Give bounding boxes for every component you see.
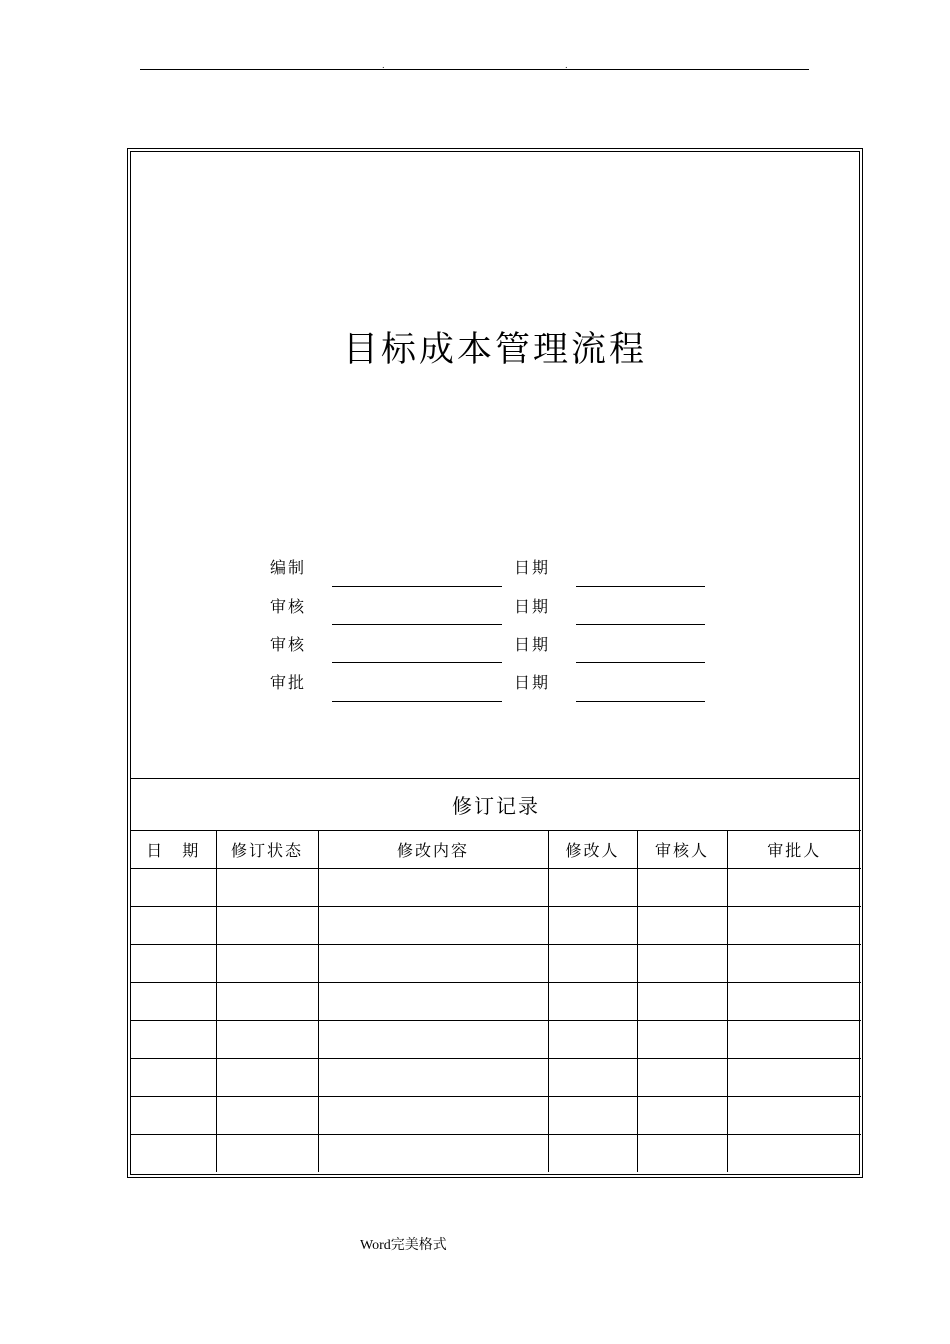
signoff-name-line[interactable]	[332, 586, 502, 587]
table-cell[interactable]	[727, 868, 861, 906]
signoff-date-label: 日期	[514, 597, 551, 616]
table-cell[interactable]	[548, 1134, 637, 1172]
signoff-date-label: 日期	[514, 673, 551, 692]
footer-text: Word完美格式	[360, 1238, 447, 1253]
table-cell[interactable]	[131, 906, 216, 944]
table-cell[interactable]	[131, 944, 216, 982]
table-cell[interactable]	[216, 1134, 318, 1172]
signoff-name-line[interactable]	[332, 624, 502, 625]
table-row	[131, 1096, 861, 1134]
table-row	[131, 906, 861, 944]
column-header-approver: 审批人	[727, 830, 861, 868]
table-cell[interactable]	[727, 1020, 861, 1058]
table-row	[131, 1058, 861, 1096]
revision-table	[131, 779, 861, 1172]
table-cell[interactable]	[216, 944, 318, 982]
table-cell[interactable]	[637, 1096, 727, 1134]
table-cell[interactable]	[216, 906, 318, 944]
revision-record-section	[131, 779, 859, 1172]
header-dot: .	[565, 61, 568, 70]
table-cell[interactable]	[131, 1134, 216, 1172]
table-cell[interactable]	[131, 1058, 216, 1096]
signoff-role-label: 审核	[270, 597, 307, 616]
signoff-role-label: 审核	[270, 635, 307, 654]
table-cell[interactable]	[637, 1058, 727, 1096]
revision-table-header-row	[131, 830, 861, 868]
table-cell[interactable]	[318, 906, 548, 944]
table-cell[interactable]	[131, 982, 216, 1020]
table-cell[interactable]	[318, 868, 548, 906]
table-cell[interactable]	[131, 1096, 216, 1134]
table-row	[131, 868, 861, 906]
table-cell[interactable]	[318, 1096, 548, 1134]
table-cell[interactable]	[637, 868, 727, 906]
table-cell[interactable]	[637, 1134, 727, 1172]
table-cell[interactable]	[727, 982, 861, 1020]
signoff-name-line[interactable]	[332, 701, 502, 702]
table-cell[interactable]	[727, 1134, 861, 1172]
table-cell[interactable]	[318, 1058, 548, 1096]
table-cell[interactable]	[548, 1096, 637, 1134]
table-cell[interactable]	[637, 1020, 727, 1058]
table-row	[131, 982, 861, 1020]
table-cell[interactable]	[727, 1096, 861, 1134]
table-cell[interactable]	[548, 1020, 637, 1058]
signoff-date-line[interactable]	[576, 624, 705, 625]
table-cell[interactable]	[727, 1058, 861, 1096]
table-cell[interactable]	[637, 906, 727, 944]
table-cell[interactable]	[318, 1020, 548, 1058]
revision-table-body	[131, 868, 861, 1172]
table-cell[interactable]	[216, 982, 318, 1020]
signoff-role-label: 审批	[270, 673, 307, 692]
table-cell[interactable]	[727, 906, 861, 944]
table-cell[interactable]	[216, 868, 318, 906]
header-dot: .	[382, 61, 385, 70]
table-cell[interactable]	[548, 944, 637, 982]
signoff-date-line[interactable]	[576, 586, 705, 587]
table-cell[interactable]	[548, 982, 637, 1020]
signoff-name-line[interactable]	[332, 662, 502, 663]
column-header-reviewer: 审核人	[637, 830, 727, 868]
signoff-date-line[interactable]	[576, 701, 705, 702]
column-header-modifier: 修改人	[548, 830, 637, 868]
signoff-date-line[interactable]	[576, 662, 705, 663]
column-header-date: 日 期	[131, 830, 216, 868]
table-cell[interactable]	[216, 1020, 318, 1058]
cover-section	[131, 152, 859, 779]
table-cell[interactable]	[727, 944, 861, 982]
table-cell[interactable]	[216, 1096, 318, 1134]
table-cell[interactable]	[637, 944, 727, 982]
table-cell[interactable]	[548, 868, 637, 906]
signoff-role-label: 编制	[270, 558, 307, 577]
document-inner-frame	[130, 151, 860, 1175]
table-cell[interactable]	[318, 944, 548, 982]
table-cell[interactable]	[548, 906, 637, 944]
column-header-revision-status: 修订状态	[216, 830, 318, 868]
header-rule	[140, 69, 809, 70]
table-cell[interactable]	[318, 982, 548, 1020]
document-title: 目标成本管理流程	[342, 330, 647, 370]
table-cell[interactable]	[637, 982, 727, 1020]
table-cell[interactable]	[548, 1058, 637, 1096]
document-frame	[127, 148, 863, 1178]
table-cell[interactable]	[131, 868, 216, 906]
table-row	[131, 1134, 861, 1172]
revision-table-caption: 修订记录	[131, 779, 861, 830]
table-cell[interactable]	[216, 1058, 318, 1096]
table-row	[131, 1020, 861, 1058]
column-header-change-content: 修改内容	[318, 830, 548, 868]
table-row	[131, 944, 861, 982]
table-cell[interactable]	[131, 1020, 216, 1058]
signoff-date-label: 日期	[514, 635, 551, 654]
table-cell[interactable]	[318, 1134, 548, 1172]
signoff-date-label: 日期	[514, 558, 551, 577]
